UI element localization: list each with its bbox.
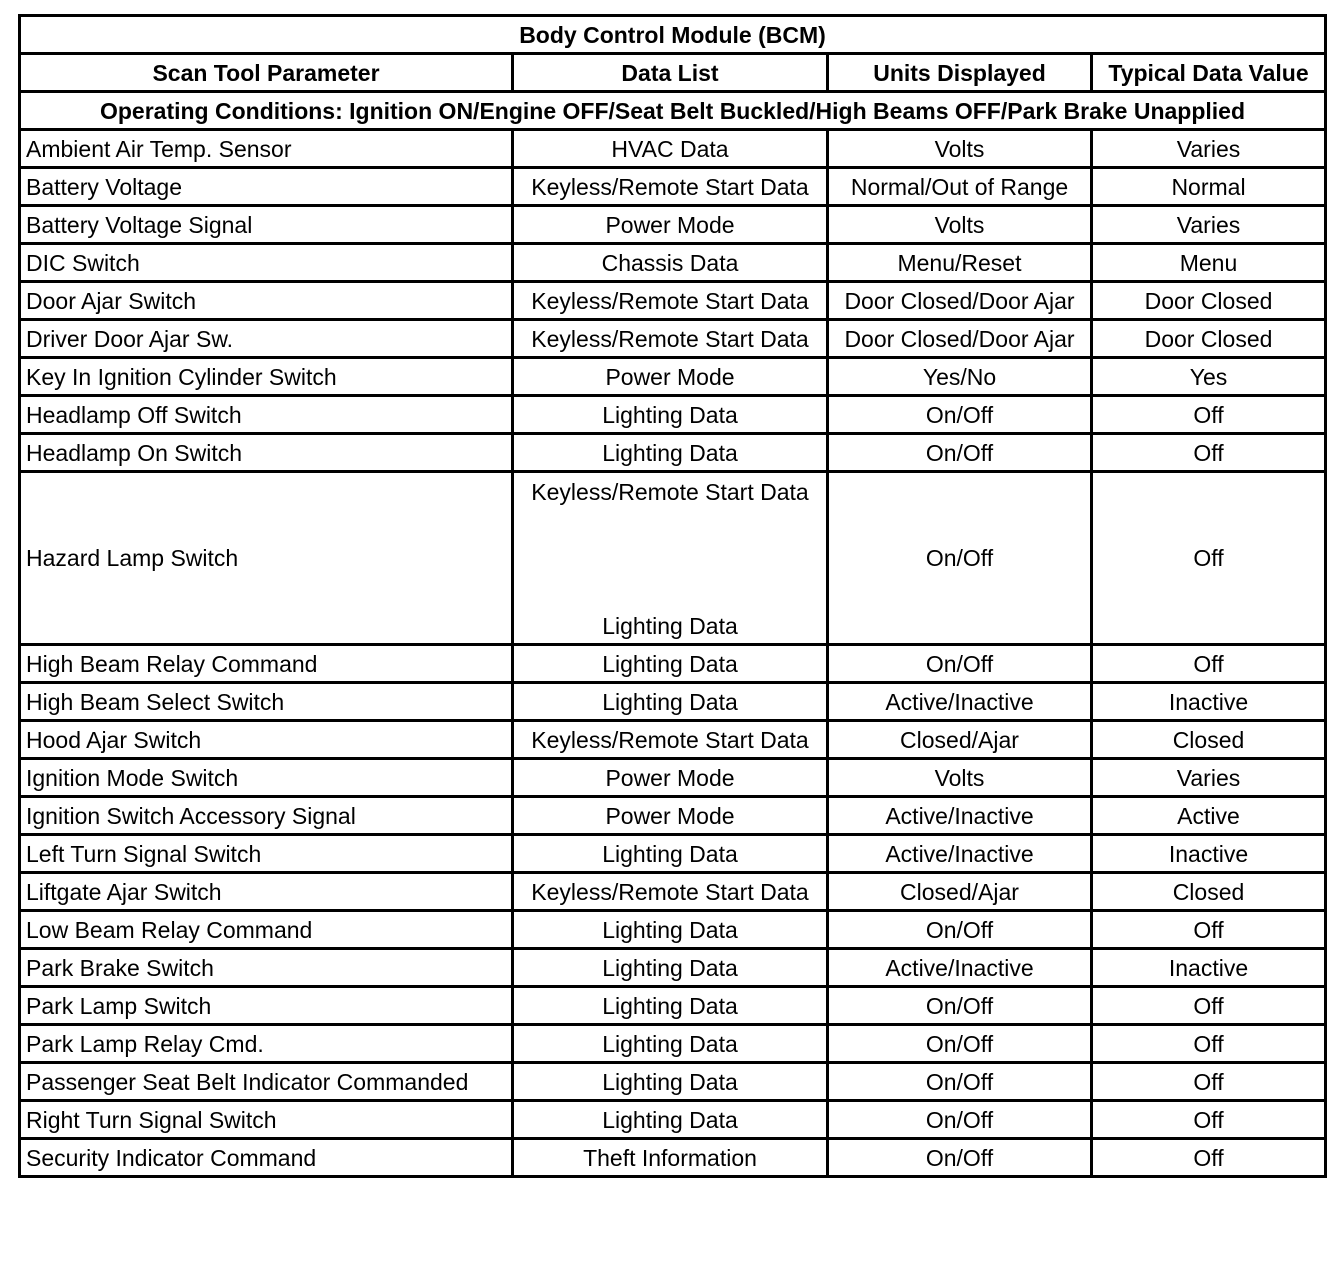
cell-data-list: Lighting Data <box>513 987 828 1025</box>
cell-typical-value: Off <box>1092 396 1326 434</box>
cell-units-displayed: Volts <box>828 759 1092 797</box>
table-row <box>20 721 1326 759</box>
cell-parameter: Low Beam Relay Command <box>20 911 513 949</box>
table-row <box>20 130 1326 168</box>
cell-typical-value: Door Closed <box>1092 282 1326 320</box>
cell-data-list: Keyless/Remote Start Data <box>513 721 828 759</box>
cell-parameter: Liftgate Ajar Switch <box>20 873 513 911</box>
cell-typical-value: Yes <box>1092 358 1326 396</box>
cell-data-list: HVAC Data <box>513 130 828 168</box>
table-row <box>20 911 1326 949</box>
table-row <box>20 168 1326 206</box>
cell-parameter: Driver Door Ajar Sw. <box>20 320 513 358</box>
table-row <box>20 645 1326 683</box>
cell-units-displayed: Active/Inactive <box>828 797 1092 835</box>
header-typical-data-value: Typical Data Value <box>1092 54 1326 92</box>
table-row <box>20 797 1326 835</box>
table-row <box>20 434 1326 472</box>
table-header-row <box>20 54 1326 92</box>
cell-units-displayed: Active/Inactive <box>828 683 1092 721</box>
cell-units-displayed: On/Off <box>828 472 1092 645</box>
cell-units-displayed: Menu/Reset <box>828 244 1092 282</box>
cell-parameter: Door Ajar Switch <box>20 282 513 320</box>
cell-typical-value: Off <box>1092 1139 1326 1177</box>
cell-typical-value: Off <box>1092 1063 1326 1101</box>
header-data-list: Data List <box>513 54 828 92</box>
cell-data-list: Keyless/Remote Start Data <box>513 320 828 358</box>
cell-data-list: Power Mode <box>513 206 828 244</box>
cell-typical-value: Off <box>1092 1025 1326 1063</box>
cell-typical-value: Menu <box>1092 244 1326 282</box>
cell-parameter: Park Lamp Relay Cmd. <box>20 1025 513 1063</box>
table-row <box>20 206 1326 244</box>
cell-typical-value: Varies <box>1092 130 1326 168</box>
cell-units-displayed: On/Off <box>828 911 1092 949</box>
cell-data-list: Power Mode <box>513 358 828 396</box>
cell-units-displayed: On/Off <box>828 396 1092 434</box>
cell-typical-value: Normal <box>1092 168 1326 206</box>
cell-parameter: Ignition Mode Switch <box>20 759 513 797</box>
operating-conditions: Operating Conditions: Ignition ON/Engine OFF/Seat Belt Buckled/High Beams OFF/Park Brake Unapplied <box>20 92 1326 130</box>
cell-parameter: High Beam Select Switch <box>20 683 513 721</box>
cell-units-displayed: On/Off <box>828 434 1092 472</box>
table-row <box>20 683 1326 721</box>
cell-units-displayed: Active/Inactive <box>828 835 1092 873</box>
cell-units-displayed: On/Off <box>828 645 1092 683</box>
header-scan-tool-parameter: Scan Tool Parameter <box>20 54 513 92</box>
cell-parameter: Park Lamp Switch <box>20 987 513 1025</box>
cell-data-list: Theft Information <box>513 1139 828 1177</box>
cell-typical-value: Door Closed <box>1092 320 1326 358</box>
cell-typical-value: Off <box>1092 434 1326 472</box>
cell-units-displayed: Door Closed/Door Ajar <box>828 282 1092 320</box>
table-row <box>20 396 1326 434</box>
table-row <box>20 987 1326 1025</box>
cell-parameter: Key In Ignition Cylinder Switch <box>20 358 513 396</box>
bcm-data-table <box>18 14 1327 1178</box>
cell-data-list-primary: Keyless/Remote Start Data <box>531 479 809 505</box>
cell-units-displayed: Door Closed/Door Ajar <box>828 320 1092 358</box>
cell-typical-value: Closed <box>1092 721 1326 759</box>
table-row <box>20 1063 1326 1101</box>
cell-units-displayed: On/Off <box>828 1025 1092 1063</box>
cell-units-displayed: Closed/Ajar <box>828 721 1092 759</box>
cell-parameter: Ignition Switch Accessory Signal <box>20 797 513 835</box>
cell-units-displayed: Closed/Ajar <box>828 873 1092 911</box>
cell-units-displayed: On/Off <box>828 987 1092 1025</box>
cell-parameter: Ambient Air Temp. Sensor <box>20 130 513 168</box>
cell-typical-value: Off <box>1092 1101 1326 1139</box>
table-row <box>20 282 1326 320</box>
table-row <box>20 759 1326 797</box>
table-row <box>20 1101 1326 1139</box>
cell-typical-value: Inactive <box>1092 949 1326 987</box>
cell-parameter: Headlamp Off Switch <box>20 396 513 434</box>
cell-data-list: Lighting Data <box>513 396 828 434</box>
cell-units-displayed: On/Off <box>828 1101 1092 1139</box>
table-row <box>20 320 1326 358</box>
cell-typical-value: Active <box>1092 797 1326 835</box>
cell-data-list: Keyless/Remote Start Data <box>513 168 828 206</box>
table-body <box>20 130 1326 1177</box>
cell-typical-value: Closed <box>1092 873 1326 911</box>
cell-typical-value: Varies <box>1092 206 1326 244</box>
table-row <box>20 873 1326 911</box>
cell-data-list: Chassis Data <box>513 244 828 282</box>
cell-typical-value: Varies <box>1092 759 1326 797</box>
cell-units-displayed: Volts <box>828 130 1092 168</box>
cell-typical-value: Inactive <box>1092 835 1326 873</box>
cell-data-list-secondary: Lighting Data <box>602 613 738 639</box>
cell-units-displayed: On/Off <box>828 1139 1092 1177</box>
table-row <box>20 1139 1326 1177</box>
cell-data-list: Lighting Data <box>513 1101 828 1139</box>
cell-units-displayed: On/Off <box>828 1063 1092 1101</box>
cell-typical-value: Off <box>1092 472 1326 645</box>
table-row <box>20 949 1326 987</box>
header-units-displayed: Units Displayed <box>828 54 1092 92</box>
cell-parameter: Battery Voltage <box>20 168 513 206</box>
cell-typical-value: Off <box>1092 911 1326 949</box>
cell-parameter: Passenger Seat Belt Indicator Commanded <box>20 1063 513 1101</box>
cell-parameter: Hood Ajar Switch <box>20 721 513 759</box>
cell-parameter: Left Turn Signal Switch <box>20 835 513 873</box>
cell-data-list: Keyless/Remote Start Data <box>513 873 828 911</box>
cell-parameter: Right Turn Signal Switch <box>20 1101 513 1139</box>
cell-parameter: DIC Switch <box>20 244 513 282</box>
table-row <box>20 835 1326 873</box>
operating-conditions-row <box>20 92 1326 130</box>
cell-parameter: Security Indicator Command <box>20 1139 513 1177</box>
cell-parameter: Battery Voltage Signal <box>20 206 513 244</box>
cell-units-displayed: Volts <box>828 206 1092 244</box>
cell-data-list: Lighting Data <box>513 434 828 472</box>
cell-parameter: Hazard Lamp Switch <box>20 472 513 645</box>
cell-units-displayed: Yes/No <box>828 358 1092 396</box>
cell-parameter: High Beam Relay Command <box>20 645 513 683</box>
table-title-row <box>20 16 1326 54</box>
cell-typical-value: Off <box>1092 987 1326 1025</box>
table-title: Body Control Module (BCM) <box>20 16 1326 54</box>
cell-data-list <box>513 472 828 645</box>
cell-data-list: Power Mode <box>513 797 828 835</box>
cell-units-displayed: Normal/Out of Range <box>828 168 1092 206</box>
cell-data-list: Lighting Data <box>513 645 828 683</box>
cell-units-displayed: Active/Inactive <box>828 949 1092 987</box>
cell-data-list: Power Mode <box>513 759 828 797</box>
cell-data-list: Lighting Data <box>513 949 828 987</box>
table-row <box>20 472 1326 645</box>
cell-data-list: Lighting Data <box>513 683 828 721</box>
cell-data-list: Lighting Data <box>513 835 828 873</box>
cell-parameter: Park Brake Switch <box>20 949 513 987</box>
cell-data-list: Lighting Data <box>513 1063 828 1101</box>
cell-data-list: Lighting Data <box>513 911 828 949</box>
table-row <box>20 244 1326 282</box>
table-row <box>20 1025 1326 1063</box>
cell-data-list: Keyless/Remote Start Data <box>513 282 828 320</box>
cell-typical-value: Inactive <box>1092 683 1326 721</box>
cell-parameter: Headlamp On Switch <box>20 434 513 472</box>
cell-data-list: Lighting Data <box>513 1025 828 1063</box>
table-row <box>20 358 1326 396</box>
cell-typical-value: Off <box>1092 645 1326 683</box>
